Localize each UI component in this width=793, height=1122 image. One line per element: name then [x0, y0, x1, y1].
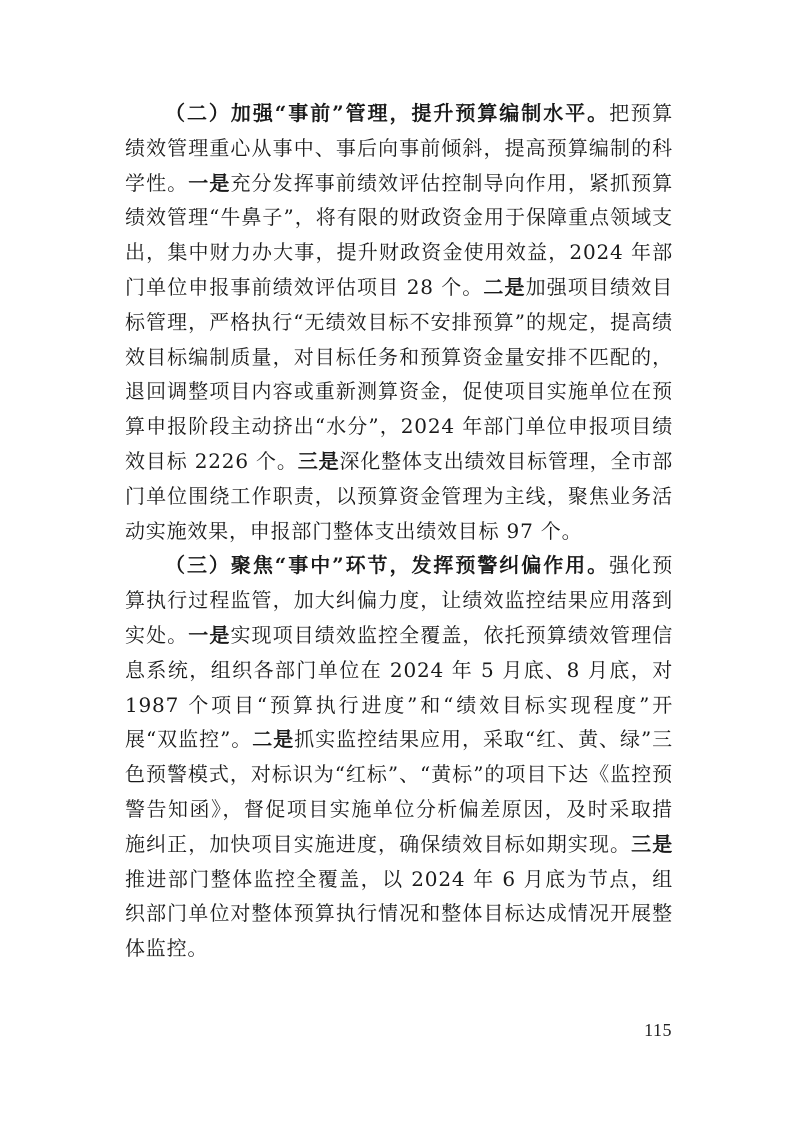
paragraph-budget-preparation — [125, 96, 673, 548]
paragraph-text: 强化预算执行过程监管，加大纠偏力度，让绩效监控结果应用落到实处。 — [125, 553, 673, 647]
paragraph-text: 充分发挥事前绩效评估控制导向作用，紧抓预算绩效管理“牛鼻子”，将有限的财政资金用于保障重点领域支出，集中财力办大事，提升财政资金使用效益，2024 年部门单位申报事前绩效评估项目 28 个。 — [125, 170, 673, 299]
point-marker: 二是 — [252, 727, 295, 752]
section-heading: （三）聚焦“事中”环节，发挥预警纠偏作用。 — [165, 553, 610, 578]
point-marker: 一是 — [188, 622, 231, 647]
paragraph-text: 推进部门整体监控全覆盖，以 2024 年 6 月底为节点，组织部门单位对整体预算执行情况和整体目标达成情况开展整体监控。 — [125, 866, 673, 961]
point-marker: 二是 — [483, 274, 526, 299]
body-text — [125, 96, 673, 966]
paragraph-text: 抓实监控结果应用，采取“红、黄、绿”三色预警模式，对标识为“红标”、“黄标”的项目下达《监控预警告知函》，督促项目实施单位分析偏差原因，及时采取措施纠正，加快项目实施进度，确保绩效目标如期实现。 — [125, 727, 673, 856]
paragraph-text: 深化整体支出绩效目标管理，全市部门单位围绕工作职责，以预算资金管理为主线，聚焦业务活动实施效果，申报部门整体支出绩效目标 97 个。 — [125, 448, 673, 543]
paragraph-text: 实现项目绩效监控全覆盖，依托预算绩效管理信息系统，组织各部门单位在 2024 年 5 月底、8 月底，对 1987 个项目“预算执行进度”和“绩效目标实现程度”开展“双监控”。 — [125, 622, 673, 752]
point-marker: 一是 — [188, 170, 231, 195]
page-number: 115 — [644, 1020, 672, 1040]
paragraph-text: 把预算绩效管理重心从事中、事后向事前倾斜，提高预算编制的科学性。 — [125, 101, 673, 195]
section-heading: （二）加强“事前”管理，提升预算编制水平。 — [165, 101, 610, 125]
paragraph-text: 加强项目绩效目标管理，严格执行“无绩效目标不安排预算”的规定，提高绩效目标编制质量，对目标任务和预算资金量安排不匹配的，退回调整项目内容或重新测算资金，促使项目实施单位在预算申报阶段主动挤出“水分”，2024 年部门单位申报项目绩效目标 2226 个。 — [125, 274, 673, 473]
point-marker: 三是 — [297, 448, 340, 473]
paragraph-early-warning — [125, 548, 673, 966]
point-marker: 三是 — [631, 831, 673, 856]
